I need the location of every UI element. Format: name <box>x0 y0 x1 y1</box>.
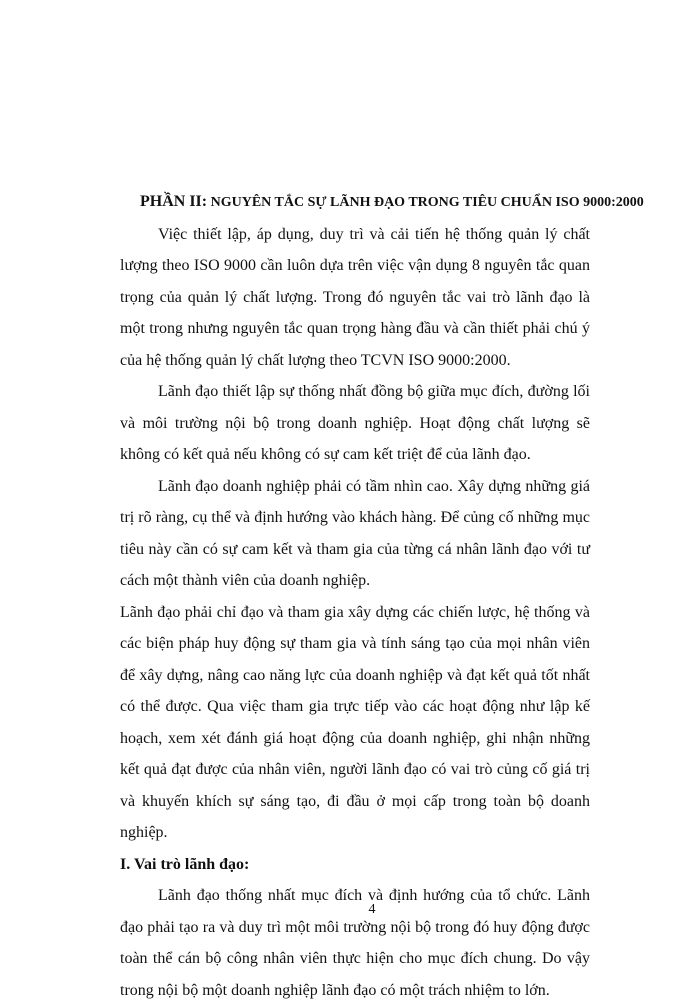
paragraph-4: Lãnh đạo phải chỉ đạo và tham gia xây dựng các chiến lược, hệ thống và các biện pháp huy động sự tham gia và tính sáng tạo của mọi nhân viên để xây dựng, nâng cao năng lực của doanh nghiệp và đạt kết quả tốt nhất có thể được. Qua việc tham gia trực tiếp vào các hoạt động như lập kế hoạch, xem xét đánh giá hoạt động của doanh nghiệp, ghi nhận những kết quả đạt được của nhân viên, người lãnh đạo có vai trò củng cố giá trị và khuyến khích sự sáng tạo, đi đầu ở mọi cấp trong toàn bộ doanh nghiệp. <box>120 603 590 841</box>
section-paragraph-1: Lãnh đạo thống nhất mục đích và định hướng của tổ chức. Lãnh đạo phải tạo ra và duy trì một môi trường nội bộ trong đó huy động được toàn thể cán bộ công nhân viên thực hiện cho mục đích chung. Do vậy trong nội bộ một doanh nghiệp lãnh đạo có một trách nhiệm to lớn. <box>120 887 590 999</box>
paragraph-2: Lãnh đạo thiết lập sự thống nhất đồng bộ giữa mục đích, đường lối và môi trường nội bộ trong doanh nghiệp. Hoạt động chất lượng sẽ không có kết quả nếu không có sự cam kết triệt để của lãnh đạo. <box>120 383 590 463</box>
paragraph-3: Lãnh đạo doanh nghiệp phải có tầm nhìn cao. Xây dựng những giá trị rõ ràng, cụ thể và định hướng vào khách hàng. Để củng cố những mục tiêu này cần có sự cam kết và tham gia của từng cá nhân lãnh đạo với tư cách một thành viên của doanh nghiệp. <box>120 477 590 589</box>
page-number: 4 <box>368 902 376 917</box>
paragraph-1: Việc thiết lập, áp dụng, duy trì và cải tiến hệ thống quản lý chất lượng theo ISO 9000 cần luôn dựa trên việc vận dụng 8 nguyên tắc quan trọng của quản lý chất lượng. Trong đó nguyên tắc vai trò lãnh đạo là một trong nhưng nguyên tắc quan trọng hàng đầu và cần thiết phải chú ý của hệ thống quản lý chất lượng theo TCVN ISO 9000:2000. <box>120 225 590 369</box>
part-heading <box>140 186 644 219</box>
part-heading-label: PHẦN II: <box>140 193 208 210</box>
section-heading: I. Vai trò lãnh đạo: <box>120 855 250 873</box>
document-body <box>120 186 644 1006</box>
part-heading-title: NGUYÊN TẮC SỰ LÃNH ĐẠO TRONG TIÊU CHUẨN ISO 9000:2000 <box>207 195 644 210</box>
